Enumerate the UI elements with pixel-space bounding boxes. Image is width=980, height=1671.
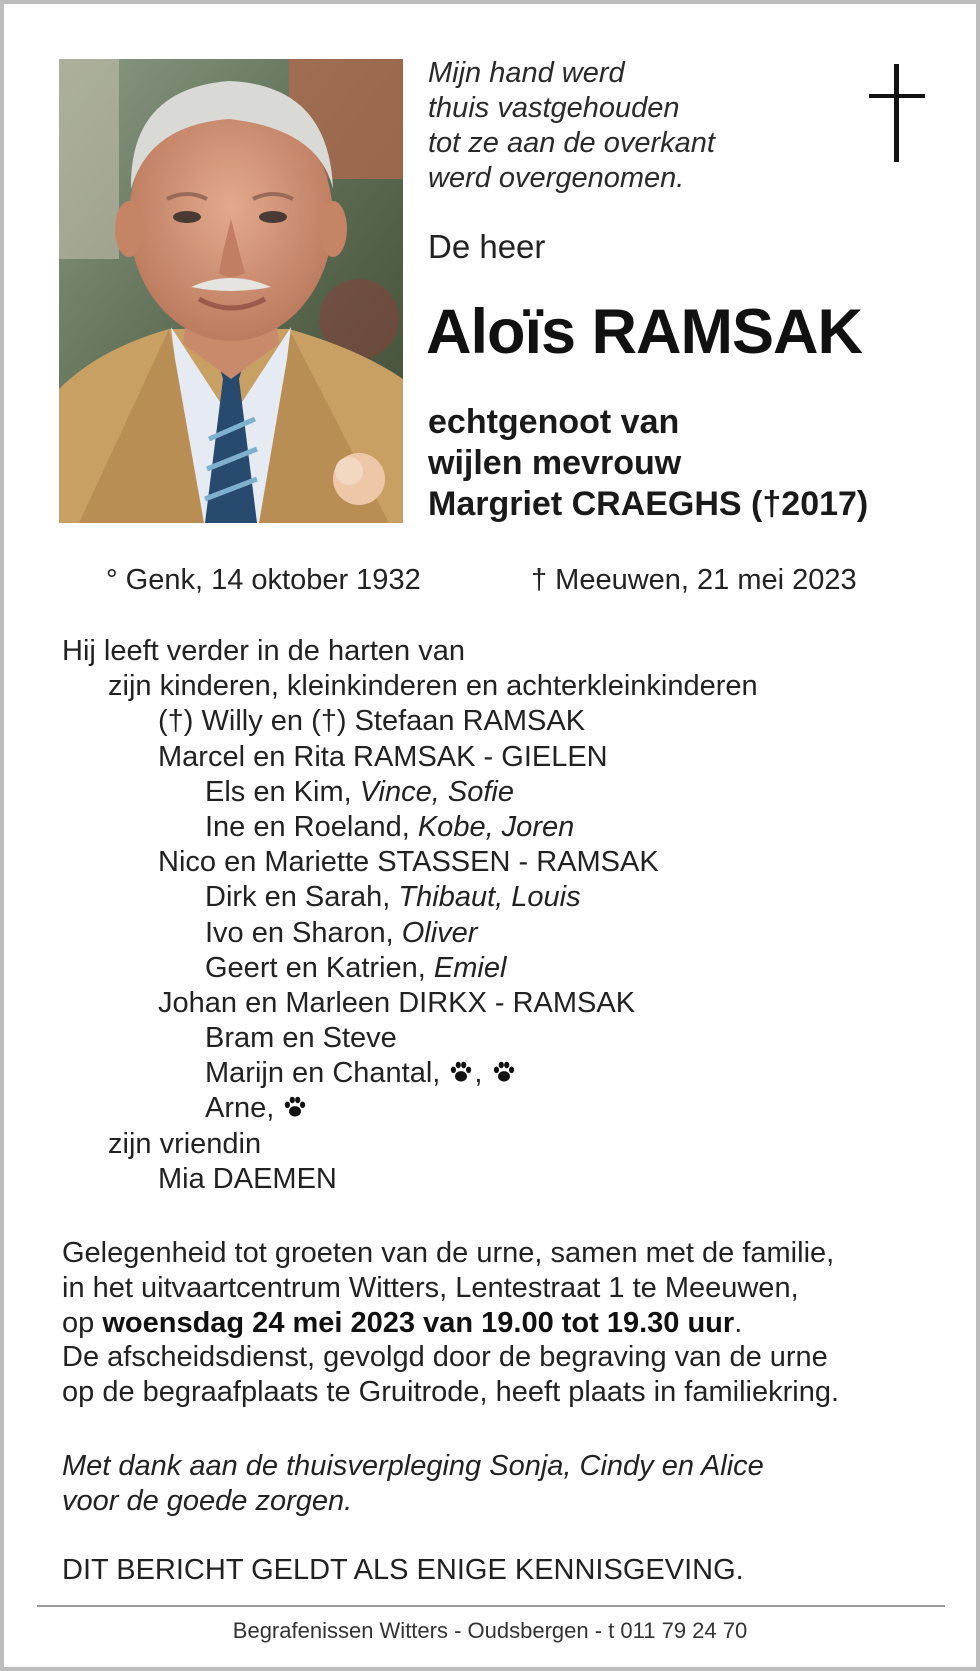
list-item: Johan en Marleen DIRKX - RAMSAK: [158, 986, 636, 1019]
visitation-info: [62, 1236, 839, 1410]
friend-heading: zijn vriendin: [108, 1127, 262, 1160]
poem-line: tot ze aan de overkant: [428, 127, 715, 159]
thanks-note: [62, 1449, 764, 1519]
death-date: † Meeuwen, 21 mei 2023: [531, 564, 857, 596]
survivors-list: [62, 634, 758, 1197]
poem: [428, 56, 715, 196]
paw-print-icon: [491, 1059, 517, 1085]
list-item: Mia DAEMEN: [158, 1162, 337, 1195]
paw-print-icon: [448, 1059, 474, 1085]
portrait-illustration: [59, 59, 403, 523]
list-item: Nico en Mariette STASSEN - RAMSAK: [158, 846, 659, 879]
children-heading: zijn kinderen, kleinkinderen en achterkleinkinderen: [108, 670, 758, 703]
info-line: op woensdag 24 mei 2023 van 19.00 tot 19.30 uur.: [62, 1306, 743, 1339]
list-item: Bram en Steve: [205, 1022, 397, 1055]
list-item: Els en Kim, Vince, Sofie: [205, 775, 514, 808]
list-item: (†) Willy en (†) Stefaan RAMSAK: [158, 705, 586, 738]
poem-line: Mijn hand werd: [428, 57, 625, 89]
funeral-home-footer: Begrafenissen Witters - Oudsbergen - t 011 79 24 70: [232, 1618, 748, 1643]
info-line: op de begraafplaats te Gruitrode, heeft plaats in familiekring.: [62, 1376, 840, 1409]
info-line: Gelegenheid tot groeten van de urne, samen met de familie,: [62, 1237, 835, 1269]
visitation-datetime: woensdag 24 mei 2023 van 19.00 tot 19.30 uur: [102, 1306, 735, 1339]
info-line: in het uitvaartcentrum Witters, Lentestraat 1 te Meeuwen,: [62, 1271, 799, 1304]
spouse-block: [428, 402, 868, 525]
poem-line: werd overgenomen.: [428, 162, 685, 194]
sole-notice: DIT BERICHT GELDT ALS ENIGE KENNISGEVING.: [62, 1554, 744, 1586]
list-item: Marijn en Chantal, ,: [62, 1056, 758, 1091]
spouse-line: echtgenoot van: [428, 403, 680, 441]
latin-cross-icon: [869, 64, 925, 164]
portrait-photo: [59, 59, 403, 523]
list-item: Marcel en Rita RAMSAK - GIELEN: [158, 740, 608, 773]
list-item: Arne,: [62, 1091, 758, 1126]
survivors-intro: Hij leeft verder in de harten van: [62, 635, 465, 667]
paw-print-icon: [282, 1094, 308, 1120]
thanks-line: Met dank aan de thuisverpleging Sonja, Cindy en Alice: [62, 1450, 764, 1482]
info-line: De afscheidsdienst, gevolgd door de begraving van de urne: [62, 1341, 828, 1374]
list-item: Geert en Katrien, Emiel: [205, 951, 507, 984]
birth-date: ° Genk, 14 oktober 1932: [106, 564, 421, 596]
thanks-line: voor de goede zorgen.: [62, 1485, 353, 1517]
spouse-line: Margriet CRAEGHS (†2017): [428, 485, 869, 523]
list-item: Ivo en Sharon, Oliver: [205, 916, 478, 949]
honorific: De heer: [428, 228, 546, 265]
poem-line: thuis vastgehouden: [428, 92, 680, 124]
list-item: Dirk en Sarah, Thibaut, Louis: [205, 881, 581, 914]
divider: [37, 1605, 945, 1607]
list-item: Ine en Roeland, Kobe, Joren: [205, 810, 575, 843]
deceased-name: Aloïs RAMSAK: [426, 297, 863, 367]
spouse-line: wijlen mevrouw: [428, 444, 682, 482]
